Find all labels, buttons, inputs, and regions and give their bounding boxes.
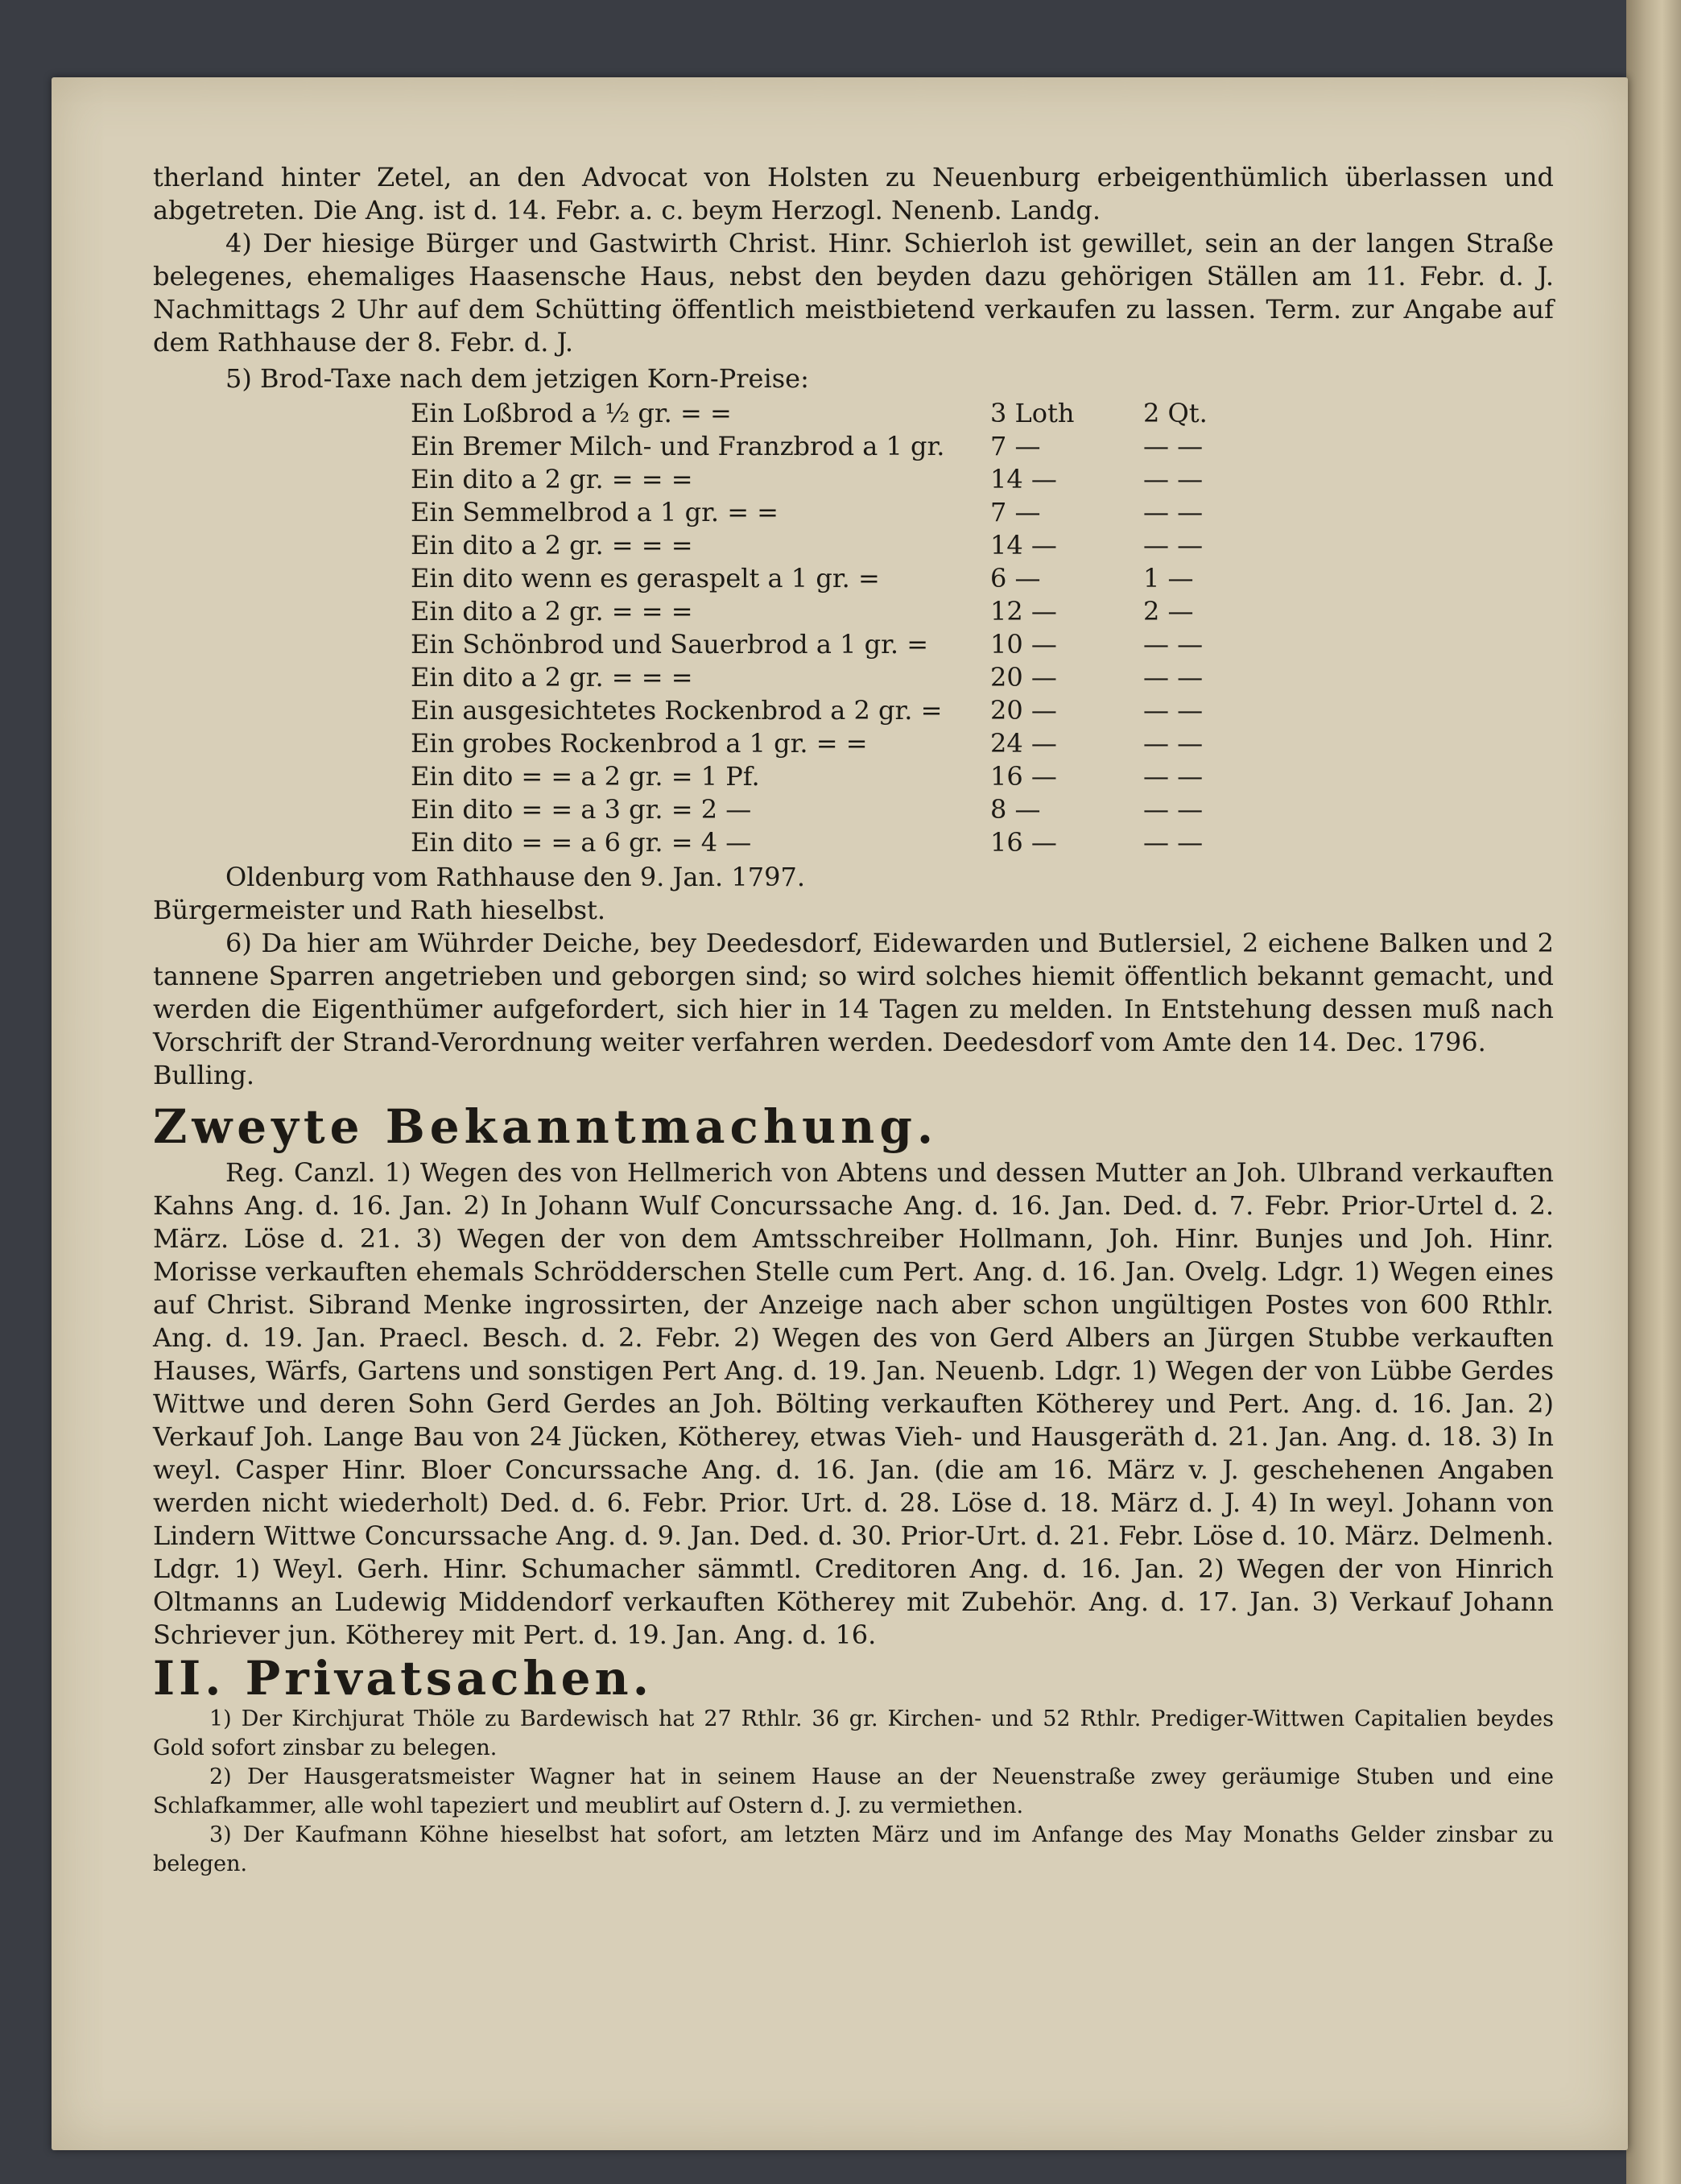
table-cell-qt: — — bbox=[1143, 497, 1204, 527]
table-cell-qt: — — bbox=[1143, 431, 1204, 461]
table-cell-loth: 20 — bbox=[990, 695, 1057, 726]
table-cell-item: Ein Loßbrod a ½ gr. = = bbox=[411, 398, 732, 428]
private-section-title: II. Privatsachen. bbox=[153, 1651, 653, 1706]
table-cell-loth: 14 — bbox=[990, 530, 1057, 560]
table-cell-item: Ein dito = = a 3 gr. = 2 — bbox=[411, 794, 752, 825]
notice-4: 4) Der hiesige Bürger und Gastwirth Christ. Hinr. Schierloh ist gewillet, sein an der langen Straße belegenes, ehemaliges Haasensche Haus, nebst den beyden dazu gehörigen Ställen am 11. Febr. d. J. Nachmittags 2 Uhr auf dem Schütting öffentlich meistbietend verkaufen zu lassen. Term. zur Angabe auf dem Rathhause der 8. Febr. d. J. bbox=[153, 228, 1554, 358]
bread-tax-header: 5) Brod-Taxe nach dem jetzigen Korn-Preise: bbox=[225, 363, 809, 394]
table-row bbox=[411, 793, 1554, 826]
table-cell-qt: — — bbox=[1143, 794, 1204, 825]
table-cell-qt: 1 — bbox=[1143, 563, 1194, 594]
table-cell-item: Ein dito a 2 gr. = = = bbox=[411, 596, 693, 627]
page-content bbox=[153, 161, 1554, 1879]
table-cell-loth: 10 — bbox=[990, 629, 1057, 660]
notice-6: 6) Da hier am Wührder Deiche, bey Deedesdorf, Eidewarden und Butlersiel, 2 eichene Balken und 2 tannene Sparren angetrieben und geborgen sind; so wird solches hiemit öffentlich bekannt gemacht, und werden die Eigenthümer aufgefordert, sich hier in 14 Tagen zu melden. In Entstehung dessen muß nach Vorschrift der Strand-Verordnung weiter verfahren werden. Deedesdorf vom Amte den 14. Dec. 1796. bbox=[153, 928, 1554, 1057]
table-cell-loth: 20 — bbox=[990, 662, 1057, 693]
table-cell-qt: — — bbox=[1143, 464, 1204, 494]
private-notices bbox=[153, 1705, 1554, 1879]
table-cell-item: Ein ausgesichtetes Rockenbrod a 2 gr. = bbox=[411, 695, 943, 726]
book-binding bbox=[1626, 0, 1681, 2184]
table-cell-item: Ein dito = = a 6 gr. = 4 — bbox=[411, 827, 752, 858]
table-cell-item: Ein grobes Rockenbrod a 1 gr. = = bbox=[411, 728, 868, 759]
table-row bbox=[411, 595, 1554, 628]
table-row bbox=[411, 463, 1554, 496]
section-title: Zweyte Bekanntmachung. bbox=[153, 1099, 939, 1154]
table-cell-loth: 6 — bbox=[990, 563, 1041, 594]
table-cell-qt: — — bbox=[1143, 695, 1204, 726]
table-cell-loth: 7 — bbox=[990, 497, 1041, 527]
table-cell-loth: 16 — bbox=[990, 761, 1057, 792]
table-row bbox=[411, 529, 1554, 562]
table-cell-qt: — — bbox=[1143, 761, 1204, 792]
table-cell-qt: 2 Qt. bbox=[1143, 398, 1208, 428]
table-row bbox=[411, 430, 1554, 463]
signature-bulling: Bulling. bbox=[153, 1060, 255, 1090]
section-body: Reg. Canzl. 1) Wegen des von Hellmerich von Abtens und dessen Mutter an Joh. Ulbrand verkauften Kahns Ang. d. 16. Jan. 2) In Johann Wulf Concurssache Ang. d. 16. Jan. Ded. d. 7. Febr. Prior-Urtel d. 2. März. Löse d. 21. 3) Wegen der von dem Amtsschreiber Hollmann, Joh. Hinr. Bunjes und Joh. Hinr. Morisse verkauften ehemals Schrödderschen Stelle cum Pert. Ang. d. 16. Jan. Ovelg. Ldgr. 1) Wegen eines auf Christ. Sibrand Menke ingrossirten, der Anzeige nach aber schon ungültigen Postes von 600 Rthlr. Ang. d. 19. Jan. Praecl. Besch. d. 2. Febr. 2) Wegen des von Gerd Albers an Jürgen Stubbe verkauften Hauses, Wärfs, Gartens und sonstigen Pert Ang. d. 19. Jan. Neuenb. Ldgr. 1) Wegen der von Lübbe Gerdes Wittwe und deren Sohn Gerd Gerdes an Joh. Bölting verkauften Kötherey und Pert. Ang. d. 16. Jan. 2) Verkauf Joh. Lange Bau von 24 Jücken, Kötherey, etwas Vieh- und Hausgeräth d. 21. Jan. Ang. d. 18. 3) In weyl. Casper Hinr. Bloer Concurssache Ang. d. 16. Jan. (die am 16. März v. J. geschehenen Angaben werden nicht wiederholt) Ded. d. 6. Febr. Prior. Urt. d. 28. Löse d. 18. März d. J. 4) In weyl. Johann von Lindern Wittwe Concurssache Ang. d. 9. Jan. Ded. d. 30. Prior-Urt. d. 21. Febr. Löse d. 10. März. Delmenh. Ldgr. 1) Weyl. Gerh. Hinr. Schumacher sämmtl. Creditoren Ang. d. 16. Jan. 2) Wegen der von Hinrich Oltmanns an Ludewig Middendorf verkauften Kötherey mit Zubehör. Ang. d. 17. Jan. 3) Verkauf Johann Schriever jun. Kötherey mit Pert. d. 19. Jan. Ang. d. 16. bbox=[153, 1157, 1554, 1650]
bread-price-table bbox=[411, 397, 1554, 859]
table-cell-item: Ein dito wenn es geraspelt a 1 gr. = bbox=[411, 563, 880, 594]
oldenburg-dateline: Oldenburg vom Rathhause den 9. Jan. 1797. bbox=[225, 862, 805, 892]
private-notice-1: 1) Der Kirchjurat Thöle zu Bardewisch hat 27 Rthlr. 36 gr. Kirchen- und 52 Rthlr. Prediger-Wittwen Capitalien beydes Gold sofort zinsbar zu belegen. bbox=[153, 1706, 1554, 1760]
table-cell-qt: 2 — bbox=[1143, 596, 1194, 627]
intro-paragraph: therland hinter Zetel, an den Advocat von Holsten zu Neuenburg erbeigenthümlich überlassen und abgetreten. Die Ang. ist d. 14. Febr. a. c. beym Herzogl. Nenenb. Landg. bbox=[153, 162, 1554, 225]
table-cell-item: Ein Semmelbrod a 1 gr. = = bbox=[411, 497, 779, 527]
table-cell-loth: 16 — bbox=[990, 827, 1057, 858]
signature-council: Bürgermeister und Rath hieselbst. bbox=[153, 895, 606, 925]
table-cell-loth: 12 — bbox=[990, 596, 1057, 627]
table-cell-item: Ein dito a 2 gr. = = = bbox=[411, 530, 693, 560]
table-cell-loth: 14 — bbox=[990, 464, 1057, 494]
table-row bbox=[411, 826, 1554, 859]
table-row bbox=[411, 628, 1554, 661]
table-row bbox=[411, 727, 1554, 760]
table-cell-item: Ein Bremer Milch- und Franzbrod a 1 gr. bbox=[411, 431, 945, 461]
table-row bbox=[411, 694, 1554, 727]
table-cell-loth: 7 — bbox=[990, 431, 1041, 461]
private-notice-3: 3) Der Kaufmann Köhne hieselbst hat sofort, am letzten März und im Anfange des May Monaths Gelder zinsbar zu belegen. bbox=[153, 1822, 1554, 1876]
table-row bbox=[411, 661, 1554, 694]
table-cell-item: Ein dito a 2 gr. = = = bbox=[411, 464, 693, 494]
table-cell-item: Ein Schönbrod und Sauerbrod a 1 gr. = bbox=[411, 629, 929, 660]
table-row bbox=[411, 397, 1554, 430]
table-cell-item: Ein dito = = a 2 gr. = 1 Pf. bbox=[411, 761, 760, 792]
table-cell-qt: — — bbox=[1143, 662, 1204, 693]
table-cell-loth: 3 Loth bbox=[990, 398, 1075, 428]
table-row bbox=[411, 562, 1554, 595]
table-cell-qt: — — bbox=[1143, 728, 1204, 759]
document-page bbox=[52, 77, 1628, 2150]
private-notice-2: 2) Der Hausgeratsmeister Wagner hat in seinem Hause an der Neuenstraße zwey geräumige Stuben und eine Schlafkammer, alle wohl tapeziert und meublirt auf Ostern d. J. zu vermiethen. bbox=[153, 1764, 1554, 1818]
table-cell-qt: — — bbox=[1143, 530, 1204, 560]
table-cell-qt: — — bbox=[1143, 629, 1204, 660]
table-row bbox=[411, 496, 1554, 529]
table-cell-item: Ein dito a 2 gr. = = = bbox=[411, 662, 693, 693]
table-cell-loth: 24 — bbox=[990, 728, 1057, 759]
table-row bbox=[411, 760, 1554, 793]
table-cell-qt: — — bbox=[1143, 827, 1204, 858]
table-cell-loth: 8 — bbox=[990, 794, 1041, 825]
